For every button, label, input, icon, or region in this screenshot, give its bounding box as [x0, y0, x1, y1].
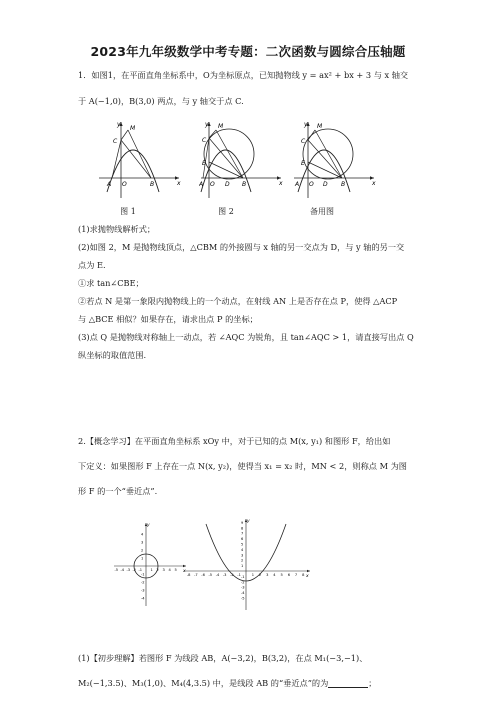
spare-e-label: E	[301, 160, 305, 167]
y-tick-label: -4	[241, 591, 245, 596]
x-tick-label: -3	[126, 568, 131, 572]
x-tick-label: 1	[150, 568, 153, 572]
grid1-x-label: x	[183, 569, 186, 574]
q2-grid-figure-2	[182, 516, 312, 612]
y-tick-label: 7	[241, 531, 244, 536]
x-tick-label: 2	[258, 573, 262, 577]
x-tick-label: -2	[132, 568, 137, 572]
q1-stem-line1: 1．如图1，在平面直角坐标系中，O为坐标原点，已知抛物线 y = ax² + bx + 3 与 x 轴交	[78, 70, 409, 80]
x-tick-label: 4	[168, 568, 171, 572]
y-tick-label: 1	[141, 556, 144, 561]
y-tick-label: 2	[141, 548, 144, 553]
q2-part1-line2-text: M₂(−1,3.5)、M₃(1,0)、M₄(4,3.5) 中，是线段 AB 的“垂近点”的为	[78, 678, 329, 688]
q2-grid-figure-1	[112, 520, 188, 608]
x-tick-label: 7	[294, 573, 298, 577]
grid1-y-label: y	[147, 523, 150, 528]
fig1-y-label: y	[117, 121, 121, 128]
fig1-a-label: A	[107, 181, 112, 188]
fig2-x-label: x	[279, 180, 283, 187]
figure-1	[97, 118, 183, 200]
x-tick-label: -7	[194, 573, 198, 577]
q1-part2-line1: (2)如图 2，M 是抛物线顶点，△CBM 的外接圆与 x 轴的另一交点为 D，与 y 轴的另一交	[78, 242, 405, 252]
x-tick-label: -3	[222, 573, 227, 577]
y-tick-label: 2	[241, 558, 244, 563]
q1-part3-line1: (3)点 Q 是抛物线对称轴上一动点，若 ∠AQC 为锐角，且 tan∠AQC > 1，请直接写出点 Q	[78, 332, 414, 342]
spare-o-label: O	[309, 181, 314, 188]
y-tick-label: -2	[241, 580, 245, 585]
q2-part1-line1: (1)【初步理解】若图形 F 为线段 AB，A(−3,2)，B(3,2)，在点 M₁(−3,−1)、	[78, 653, 368, 663]
q1-part2-sub2-line1: ②若点 N 是第一象限内抛物线上的一个动点，在射线 AN 上是否存在点 P，使得 △ACP	[78, 296, 398, 306]
q1-stem-line2: 于 A(−1,0)，B(3,0) 两点，与 y 轴交于点 C.	[78, 96, 244, 106]
y-tick-label: -3	[241, 585, 245, 590]
spare-c-label: C	[301, 138, 306, 145]
y-tick-label: 6	[241, 537, 244, 542]
x-tick-label: 5	[174, 568, 177, 572]
page-title: 2023年九年级数学中考专题：二次函数与圆综合压轴题	[90, 44, 406, 59]
y-tick-label: 5	[241, 542, 244, 547]
caption-spare: 备用图	[310, 207, 334, 216]
x-tick-label: -6	[201, 573, 205, 577]
spare-x-label: x	[372, 180, 376, 187]
x-tick-label: -1	[237, 573, 241, 577]
caption-fig2: 图 2	[218, 207, 234, 216]
q2-stem-line3: 形 F 的一个“垂近点”.	[78, 486, 158, 496]
fig2-a-label: A	[199, 181, 204, 188]
fig1-m-label: M	[130, 125, 136, 132]
x-tick-label: -4	[120, 568, 125, 572]
q1-part3-line2: 纵坐标的取值范围.	[78, 350, 147, 360]
x-tick-label: 8	[302, 573, 305, 577]
x-tick-label: 4	[273, 573, 276, 577]
q1-part2-sub2-line2: 与 △BCE 相似？如果存在，请求出点 P 的坐标；	[78, 314, 258, 324]
spare-a-label: A	[295, 181, 300, 188]
x-tick-label: 1	[251, 573, 254, 577]
y-tick-label: 3	[241, 553, 244, 558]
grid2-y-label: y	[247, 519, 250, 524]
q1-part1: (1)求抛物线解析式；	[78, 224, 156, 234]
y-tick-label: -1	[141, 572, 145, 577]
x-tick-label: -5	[114, 568, 119, 572]
spare-b-label: B	[341, 181, 346, 188]
spare-y-label: y	[304, 121, 308, 128]
x-tick-label: 2	[156, 568, 159, 572]
y-tick-label: 3	[141, 540, 144, 545]
y-tick-label: 9	[241, 520, 244, 525]
x-tick-label: -4	[215, 573, 220, 577]
grid1-ticks	[115, 533, 177, 601]
caption-fig1: 图 1	[120, 207, 136, 216]
fig2-c-label: C	[202, 137, 207, 144]
spare-d-label: D	[323, 181, 328, 188]
x-tick-label: 3	[162, 568, 165, 572]
fig2-o-label: O	[210, 181, 215, 188]
fig2-e-label: E	[202, 160, 206, 167]
y-tick-label: -2	[141, 580, 145, 585]
fig2-y-label: y	[205, 121, 209, 128]
x-tick-label: -2	[230, 573, 234, 577]
q2-stem-line2: 下定义：如果图形 F 上存在一点 N(x, y₂)，使得当 x₁ = x₂ 时，MN < 2，则称点 M 为图	[78, 461, 407, 471]
x-tick-label: 3	[266, 573, 269, 577]
fig2-d-label: D	[225, 181, 230, 188]
y-tick-label: 8	[241, 526, 244, 531]
y-tick-label: 1	[241, 564, 244, 569]
y-tick-label: 4	[141, 532, 144, 537]
q2-part1-line2: M₂(−1,3.5)、M₃(1,0)、M₄(4,3.5) 中，是线段 AB 的“垂近点”的为 ；	[78, 678, 377, 688]
fig1-o-label: O	[122, 181, 127, 188]
fig1-b-label: B	[150, 181, 155, 188]
figure-2	[199, 118, 285, 200]
y-tick-label: 4	[241, 547, 244, 552]
grid2-x-label: x	[306, 574, 309, 579]
figure-spare	[292, 118, 378, 200]
x-tick-label: 5	[280, 573, 283, 577]
fig2-m-label: M	[218, 123, 224, 130]
answer-blank[interactable]	[328, 679, 368, 688]
fig1-c-label: C	[113, 138, 118, 145]
y-tick-label: -3	[141, 588, 145, 593]
x-tick-label: -8	[186, 573, 191, 577]
x-tick-label: -1	[138, 568, 143, 572]
y-tick-label: -5	[241, 596, 245, 601]
fig2-b-label: B	[242, 181, 247, 188]
q1-part2-line2: 点为 E.	[78, 260, 106, 270]
fig1-x-label: x	[177, 180, 181, 187]
spare-m-label: M	[317, 123, 323, 130]
y-tick-label: -4	[141, 596, 145, 601]
x-tick-label: -5	[208, 573, 213, 577]
x-tick-label: 6	[287, 573, 290, 577]
q1-part2-sub1: ①求 tan∠CBE；	[78, 278, 144, 288]
q2-stem-line1: 2.【概念学习】在平面直角坐标系 xOy 中，对于已知的点 M(x, y₁) 和图形 F，给出如	[78, 436, 391, 446]
y-tick-label: -1	[241, 574, 245, 579]
